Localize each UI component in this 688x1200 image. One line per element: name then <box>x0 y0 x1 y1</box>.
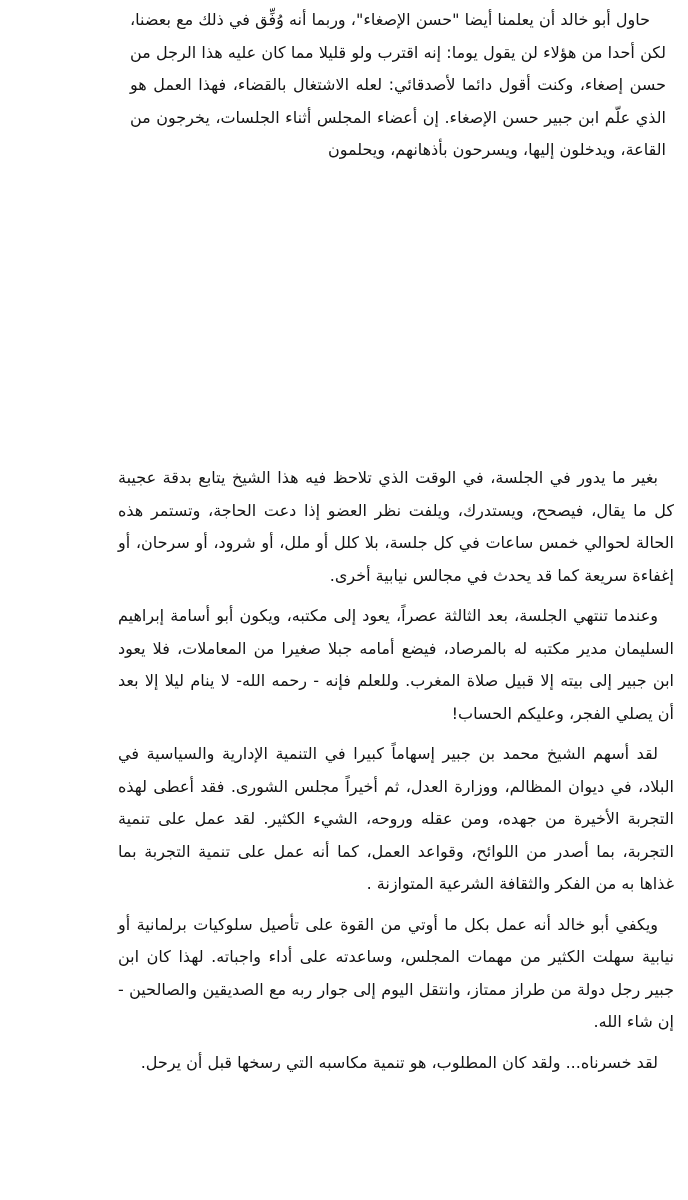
paragraph-loss: لقد خسرناه... ولقد كان المطلوب، هو تنمية مكاسبه التي رسخها قبل أن يرحل. <box>140 1052 658 1072</box>
bottom-text-block <box>118 462 674 1079</box>
paragraph-listening: حاول أبو خالد أن يعلمنا أيضا "حسن الإصغاء"، وربما أنه وُفِّق في ذلك مع بعضنا، لكن أحدا من هؤلاء لن يقول يوما: إنه اقترب ولو قليلا مما كان عليه هذا الرجل من حسن إصغاء، وكنت أقول دائما لأصدقائي: لعله الاشتغال بالقضاء، فهذا العمل هو الذي علّم ابن جبير حسن الإصغاء. إن أعضاء المجلس أثناء الجلسات، يخرجون من القاعة، ويدخلون إليها، ويسرحون بأذهانهم، ويحلمون <box>130 10 666 159</box>
paragraph-after-session: وعندما تنتهي الجلسة، بعد الثالثة عصراً، يعود إلى مكتبه، ويكون أبو أسامة إبراهيم السليمان مدير مكتبه له بالمرصاد، فيضع أمامه جبلا صغيرا من المعاملات، فلا يعود ابن جبير إلى بيته إلا قبيل صلاة المغرب. وللعلم فإنه - رحمه الله- لا ينام ليلا إلا بعد أن يصلي الفجر، وعليكم الحساب! <box>118 606 674 723</box>
paragraph-contribution: لقد أسهم الشيخ محمد بن جبير إسهاماً كبيرا في التنمية الإدارية والسياسية في البلاد، في ديوان المظالم، ووزارة العدل، ثم أخيراً مجلس الشورى. فقد أعطى لهذه التجربة الأخيرة من جهده، ومن عقله وروحه، الشيء الكثير. لقد عمل على تنمية التجربة، بما أصدر من اللوائح، وقواعد العمل، كما أنه عمل على تنمية التجربة بما غذاها به من الفكر والثقافة الشرعية المتوازنة . <box>118 744 674 893</box>
paragraph-session-focus: بغير ما يدور في الجلسة، في الوقت الذي تلاحظ فيه هذا الشيخ يتابع بدقة عجيبة كل ما يقال، فيصحح، ويستدرك، ويلفت نظر العضو إذا دعت الحاجة، وتستمر هذه الحالة لحوالي خمس ساعات في كل جلسة، بلا كلل أو ملل، أو شرود، أو سرحان، أو إغفاءة سريعة كما قد يحدث في مجالس نيابية أخرى. <box>118 468 674 585</box>
paragraph-legacy: ويكفي أبو خالد أنه عمل بكل ما أوتي من القوة على تأصيل سلوكيات برلمانية أو نيابية سهلت الكثير من مهمات المجلس، وساعدته على أداء واجباته. لهذا كان ابن جبير رجل دولة من طراز ممتاز، وانتقل اليوم إلى جوار ربه مع الصديقين والصالحين - إن شاء الله. <box>118 914 674 1031</box>
top-text-block <box>130 4 666 167</box>
